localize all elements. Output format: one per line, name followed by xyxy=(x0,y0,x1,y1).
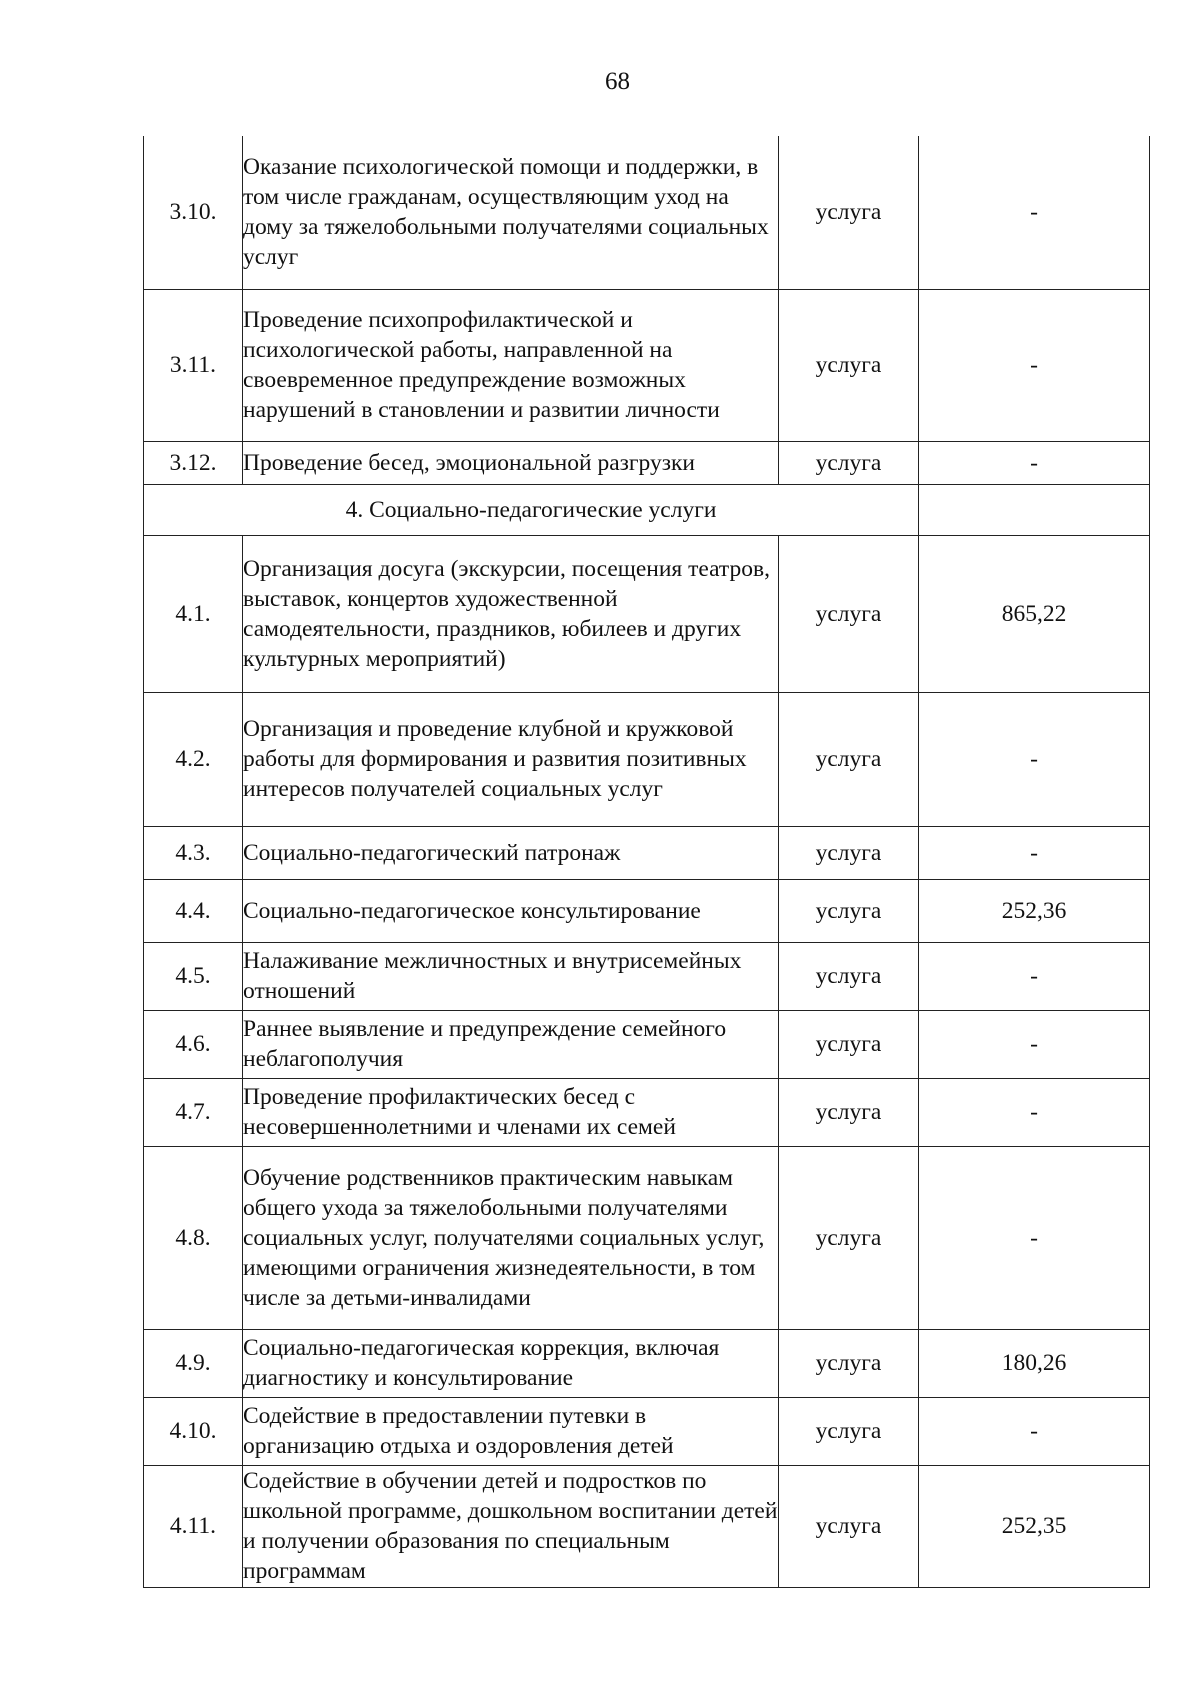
unit: услуга xyxy=(779,1146,919,1329)
row-number: 4.4. xyxy=(144,879,243,942)
section-title: 4. Социально-педагогические услуги xyxy=(144,484,919,535)
price: - xyxy=(919,1078,1150,1146)
row-number: 4.2. xyxy=(144,692,243,826)
unit: услуга xyxy=(779,136,919,289)
table-row xyxy=(144,535,1150,692)
service-name: Раннее выявление и предупреждение семейного неблагополучия xyxy=(243,1010,779,1078)
service-name: Социально-педагогическая коррекция, включая диагностику и консультирование xyxy=(243,1329,779,1397)
unit: услуга xyxy=(779,1465,919,1587)
price: - xyxy=(919,1010,1150,1078)
row-number: 4.8. xyxy=(144,1146,243,1329)
service-name: Проведение бесед, эмоциональной разгрузки xyxy=(243,441,779,484)
service-name: Содействие в обучении детей и подростков по школьной программе, дошкольном воспитании детей и получении образования по специальным программам xyxy=(243,1465,779,1587)
price: - xyxy=(919,289,1150,441)
price: 252,36 xyxy=(919,879,1150,942)
unit: услуга xyxy=(779,1329,919,1397)
table-row xyxy=(144,879,1150,942)
row-number: 3.11. xyxy=(144,289,243,441)
price: - xyxy=(919,1397,1150,1465)
service-name: Организация досуга (экскурсии, посещения театров, выставок, концертов художественной самодеятельности, праздников, юбилеев и других культурных мероприятий) xyxy=(243,535,779,692)
table-row xyxy=(144,692,1150,826)
unit: услуга xyxy=(779,441,919,484)
price: 180,26 xyxy=(919,1329,1150,1397)
service-name: Социально-педагогическое консультирование xyxy=(243,879,779,942)
price: - xyxy=(919,826,1150,879)
price: 252,35 xyxy=(919,1465,1150,1587)
table-row xyxy=(144,1146,1150,1329)
table-row xyxy=(144,1078,1150,1146)
price: - xyxy=(919,692,1150,826)
table-row xyxy=(144,289,1150,441)
table-row xyxy=(144,1465,1150,1587)
service-name: Содействие в предоставлении путевки в организацию отдыха и оздоровления детей xyxy=(243,1397,779,1465)
unit: услуга xyxy=(779,826,919,879)
unit: услуга xyxy=(779,879,919,942)
unit: услуга xyxy=(779,1078,919,1146)
table-row xyxy=(144,942,1150,1010)
row-number: 3.10. xyxy=(144,136,243,289)
service-name: Обучение родственников практическим навыкам общего ухода за тяжелобольными получателями социальных услуг, получателями социальных услуг, имеющими ограничения жизнедеятельности, в том числе за детьми-инвалидами xyxy=(243,1146,779,1329)
table-row xyxy=(144,441,1150,484)
table-row xyxy=(144,1397,1150,1465)
unit: услуга xyxy=(779,289,919,441)
unit: услуга xyxy=(779,1010,919,1078)
service-name: Налаживание межличностных и внутрисемейных отношений xyxy=(243,942,779,1010)
row-number: 4.10. xyxy=(144,1397,243,1465)
price: - xyxy=(919,942,1150,1010)
price xyxy=(919,484,1150,535)
service-name: Проведение психопрофилактической и психологической работы, направленной на своевременное предупреждение возможных нарушений в становлении и развитии личности xyxy=(243,289,779,441)
row-number: 4.9. xyxy=(144,1329,243,1397)
unit: услуга xyxy=(779,535,919,692)
service-name: Проведение профилактических бесед с несовершеннолетними и членами их семей xyxy=(243,1078,779,1146)
row-number: 4.3. xyxy=(144,826,243,879)
service-name: Социально-педагогический патронаж xyxy=(243,826,779,879)
price: - xyxy=(919,441,1150,484)
row-number: 4.5. xyxy=(144,942,243,1010)
unit: услуга xyxy=(779,1397,919,1465)
section-header-row xyxy=(144,484,1150,535)
price: - xyxy=(919,136,1150,289)
table-row xyxy=(144,1329,1150,1397)
row-number: 4.7. xyxy=(144,1078,243,1146)
price: 865,22 xyxy=(919,535,1150,692)
unit: услуга xyxy=(779,942,919,1010)
price: - xyxy=(919,1146,1150,1329)
services-table xyxy=(143,136,1150,1588)
table-row xyxy=(144,136,1150,289)
service-name: Организация и проведение клубной и кружковой работы для формирования и развития позитивных интересов получателей социальных услуг xyxy=(243,692,779,826)
table-row xyxy=(144,1010,1150,1078)
row-number: 3.12. xyxy=(144,441,243,484)
row-number: 4.6. xyxy=(144,1010,243,1078)
page-number: 68 xyxy=(605,68,630,95)
row-number: 4.11. xyxy=(144,1465,243,1587)
service-name: Оказание психологической помощи и поддержки, в том числе гражданам, осуществляющим уход на дому за тяжелобольными получателями социальных услуг xyxy=(243,136,779,289)
unit: услуга xyxy=(779,692,919,826)
row-number: 4.1. xyxy=(144,535,243,692)
table-row xyxy=(144,826,1150,879)
